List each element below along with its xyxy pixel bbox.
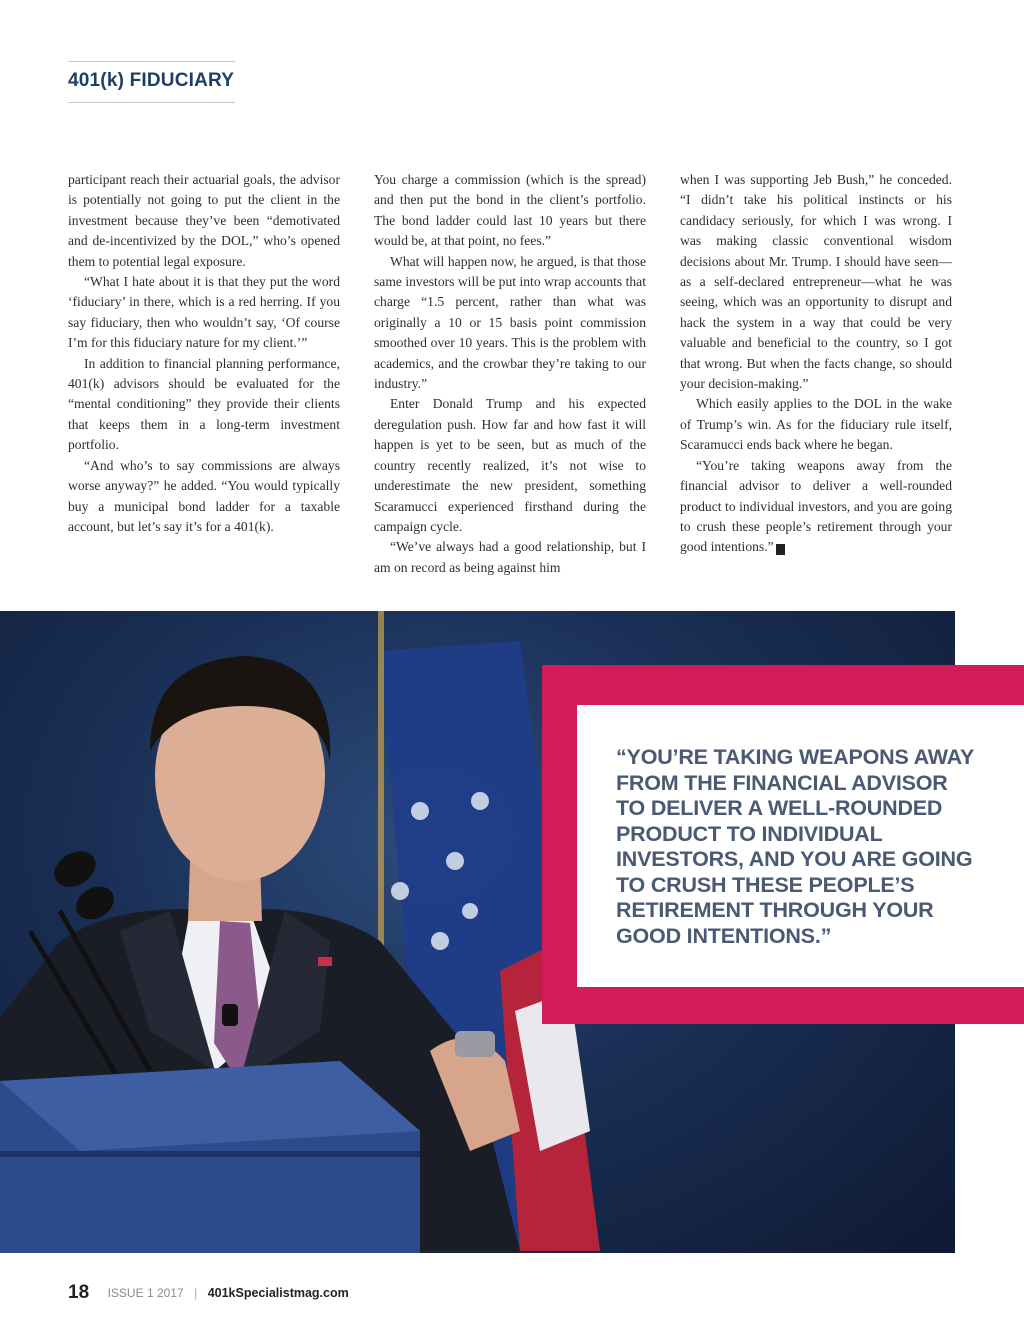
page-footer [68, 1282, 349, 1304]
paragraph: “And who’s to say commissions are always worse anyway?” he added. “You would typically buy a municipal bond ladder for a taxable account, but let’s say it’s for a 401(k). [68, 457, 340, 534]
page-number: 18 [68, 1282, 90, 1303]
pull-quote: “YOU’RE TAKING WEAPONS AWAY FROM THE FINANCIAL ADVISOR TO DELIVER A WELL-ROUNDED PRODUCT TO INDIVIDUAL INVESTORS, AND YOU ARE GOING TO CRUSH THESE PEOPLE’S RETIREMENT THROUGH YOUR GOOD INTENTIONS.” [616, 745, 974, 948]
paragraph: In addition to financial planning performance, 401(k) advisors should be evaluated for the “mental conditioning” they provide their clients that keeps them in a long-term investment portfolio. [68, 355, 340, 453]
header-rule-top [68, 61, 235, 62]
issue-label: ISSUE 1 2017 [107, 1286, 184, 1300]
section-title: 401(k) FIDUCIARY [68, 70, 235, 91]
paragraph: Enter Donald Trump and his expected deregulation push. How far and how fast it will happen is yet to be seen, but as much of the country recently realized, it’s not wise to underestimate the new president, something Scaramucci experienced firsthand during the campaign cycle. [374, 396, 646, 534]
paragraph: “We’ve always had a good relationship, but I am on record as being against him [374, 539, 646, 575]
paragraph: Which easily applies to the DOL in the wake of Trump’s win. As for the fiduciary rule itself, Scaramucci ends back where he began. [680, 396, 952, 453]
website-link[interactable]: 401kSpecialistmag.com [207, 1286, 349, 1300]
paragraph: What will happen now, he argued, is that those same investors will be put into wrap accounts that charge “1.5 percent, rather than what was originally a 10 or 15 basis point commission smoothed over 10 years. This is the problem with academics, and the crowbar they’re taking to our industry.” [374, 253, 646, 392]
paragraph-text: “You’re taking weapons away from the financial advisor to deliver a well-rounded product to individual investors, and you are going to crush these people’s retirement through your good intentions.” [680, 457, 952, 555]
header-rule-bottom [68, 102, 235, 103]
article-column-1 [68, 170, 340, 537]
article-column-2 [374, 170, 646, 578]
paragraph: “What I hate about it is that they put the word ‘fiduciary’ in there, which is a red herring. If you say fiduciary, then who wouldn’t say, ‘Of course I’m for this fiduciary nature for my client.’” [68, 274, 340, 351]
paragraph: You charge a commission (which is the spread) and then put the bond in the client’s portfolio. The bond ladder could last 10 years but there would be, at that point, no fees.” [374, 172, 646, 249]
paragraph: participant reach their actuarial goals, the advisor is potentially not going to put the client in the investment because they’ve been “demotivated and de-incentivized by the DOL,” who’s opened them to potential legal exposure. [68, 172, 340, 269]
paragraph: when I was supporting Jeb Bush,” he conceded. “I didn’t take his political instincts or his candidacy seriously, for which I was wrong. I was making classic conventional wisdom decisions about Mr. Trump. I should have seen—as a self-declared entrepreneur—what he was seeing, which was an opportunity to disrupt and hack the system in a way that could be very valuable and beneficial to the country, so I got that wrong. But when the facts change, so should your decision-making.” [680, 172, 952, 392]
article-column-3 [680, 170, 952, 558]
end-of-article-mark: K [776, 544, 785, 555]
footer-separator: | [194, 1286, 198, 1300]
paragraph [680, 456, 952, 558]
